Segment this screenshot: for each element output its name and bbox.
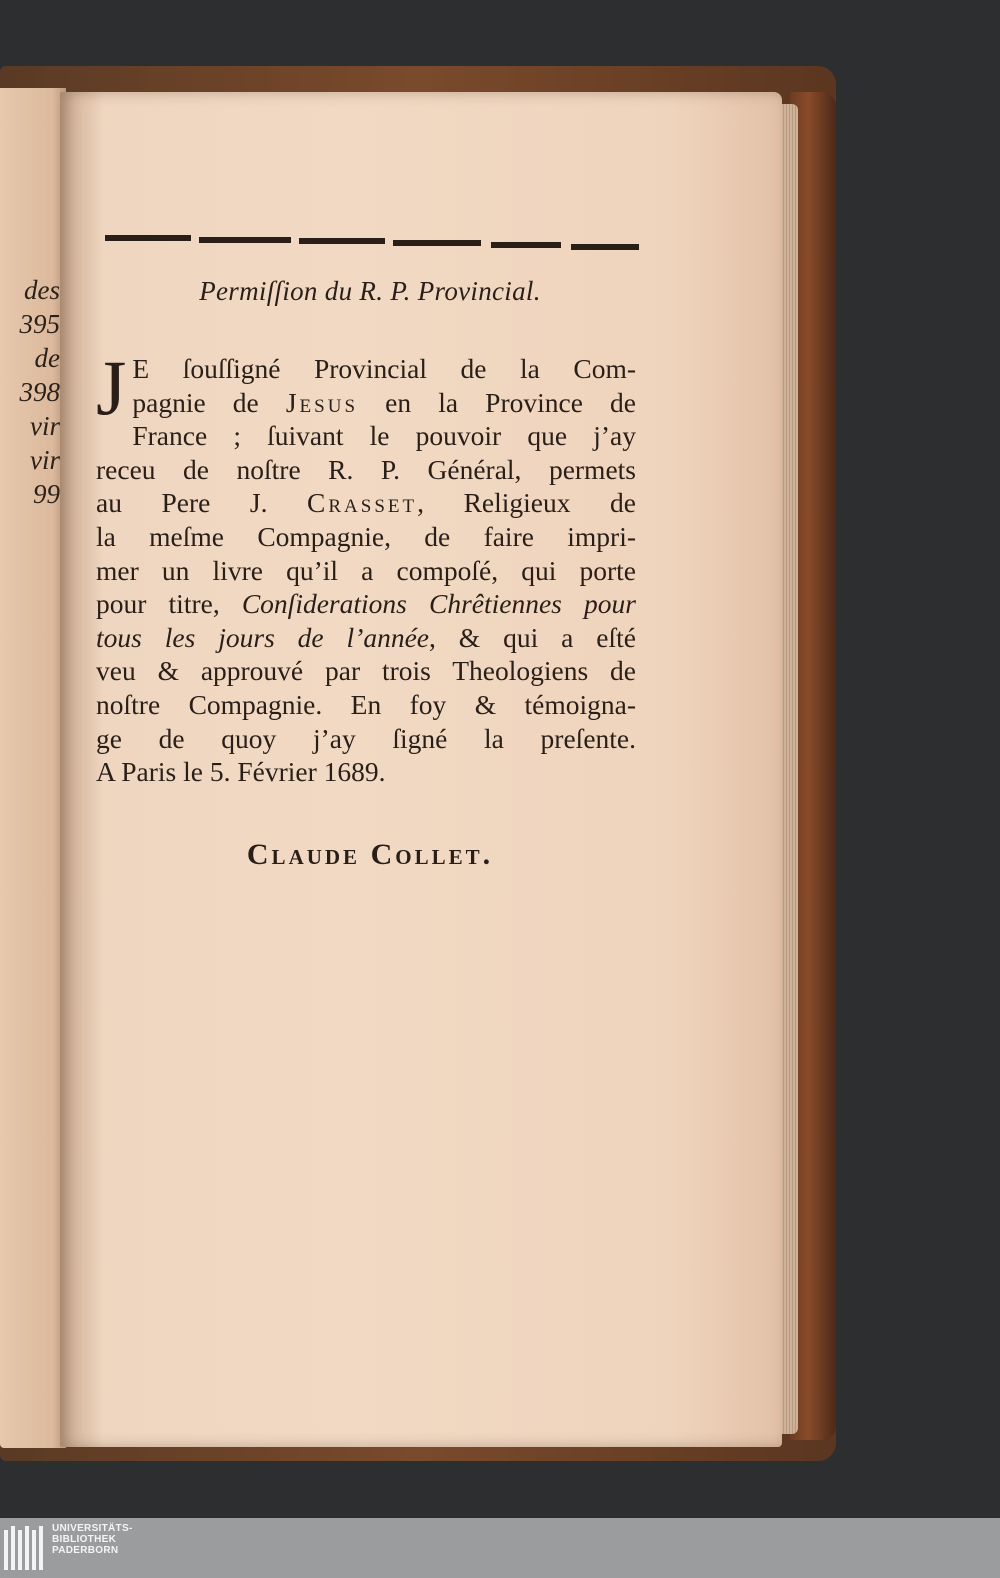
text-run: noſtre Compagnie. En foy & témoigna- (96, 688, 636, 720)
text-run: pour titre, (96, 588, 242, 620)
drop-capital: J (96, 344, 127, 431)
left-page-fragment: de (34, 343, 60, 373)
permission-text (96, 344, 637, 789)
text-run: pagnie de (132, 386, 286, 418)
text-run: France ; ſuivant le pouvoir que j’ay (132, 420, 636, 452)
text-run: E ſouſſigné Provincial de la Com- (132, 353, 636, 384)
ornamental-rule (105, 231, 641, 255)
text-run: A Paris le 5. Février 1689. (96, 756, 386, 788)
text-line (96, 621, 636, 655)
bleed-through (100, 885, 620, 1035)
text-run: , & qui a eſté (429, 621, 636, 653)
text-run: au Pere J. (96, 487, 308, 519)
library-name-line: UNIVERSITÄTS- (52, 1523, 133, 1534)
text-line (96, 352, 636, 386)
library-logo-icon (4, 1522, 46, 1574)
signature: Claude Collet. (246, 838, 494, 871)
text-run: receu de noſtre R. P. Général, permets (96, 453, 636, 485)
text-run: , Religieux de (417, 487, 636, 519)
text-line (96, 587, 636, 621)
left-page (0, 88, 66, 1448)
text-line (96, 654, 636, 688)
text-line (96, 386, 636, 420)
text-run: la meſme Compagnie, de faire impri- (96, 520, 636, 552)
text-run: Conſiderations Chrêtiennes pour (241, 588, 636, 620)
library-name-line: BIBLIOTHEK (52, 1534, 117, 1545)
text-run: veu & approuvé par trois Theologiens de (96, 655, 636, 687)
left-page-fragment: 99 (33, 479, 60, 509)
library-footer (0, 1518, 1000, 1578)
text-run: Crasset (307, 487, 418, 519)
text-line (96, 453, 636, 487)
left-page-fragments (0, 273, 60, 511)
text-line (96, 520, 636, 554)
left-page-fragment: vir (30, 445, 60, 475)
library-name-line: PADERBORN (52, 1545, 119, 1556)
library-name (52, 1523, 212, 1556)
text-line (96, 419, 636, 453)
text-line (96, 486, 636, 520)
text-run: ge de quoy j’ay ſigné la preſente. (96, 722, 636, 754)
text-run: en la Province de (358, 386, 637, 418)
text-run: Jesus (285, 386, 359, 418)
text-line (96, 688, 636, 722)
left-page-fragment: des (24, 275, 60, 305)
text-run: mer un livre qu’il a compoſé, qui porte (96, 554, 636, 586)
page-title: Permiſſion du R. P. Provincial. (199, 276, 541, 306)
left-page-fragment: 395 (19, 309, 60, 339)
text-line (96, 554, 636, 588)
text-line (96, 722, 636, 756)
text-line (96, 755, 636, 789)
left-page-fragment: 398 (19, 377, 60, 407)
left-page-fragment: vir (30, 411, 60, 441)
text-run: tous les jours de l’année (96, 621, 430, 653)
